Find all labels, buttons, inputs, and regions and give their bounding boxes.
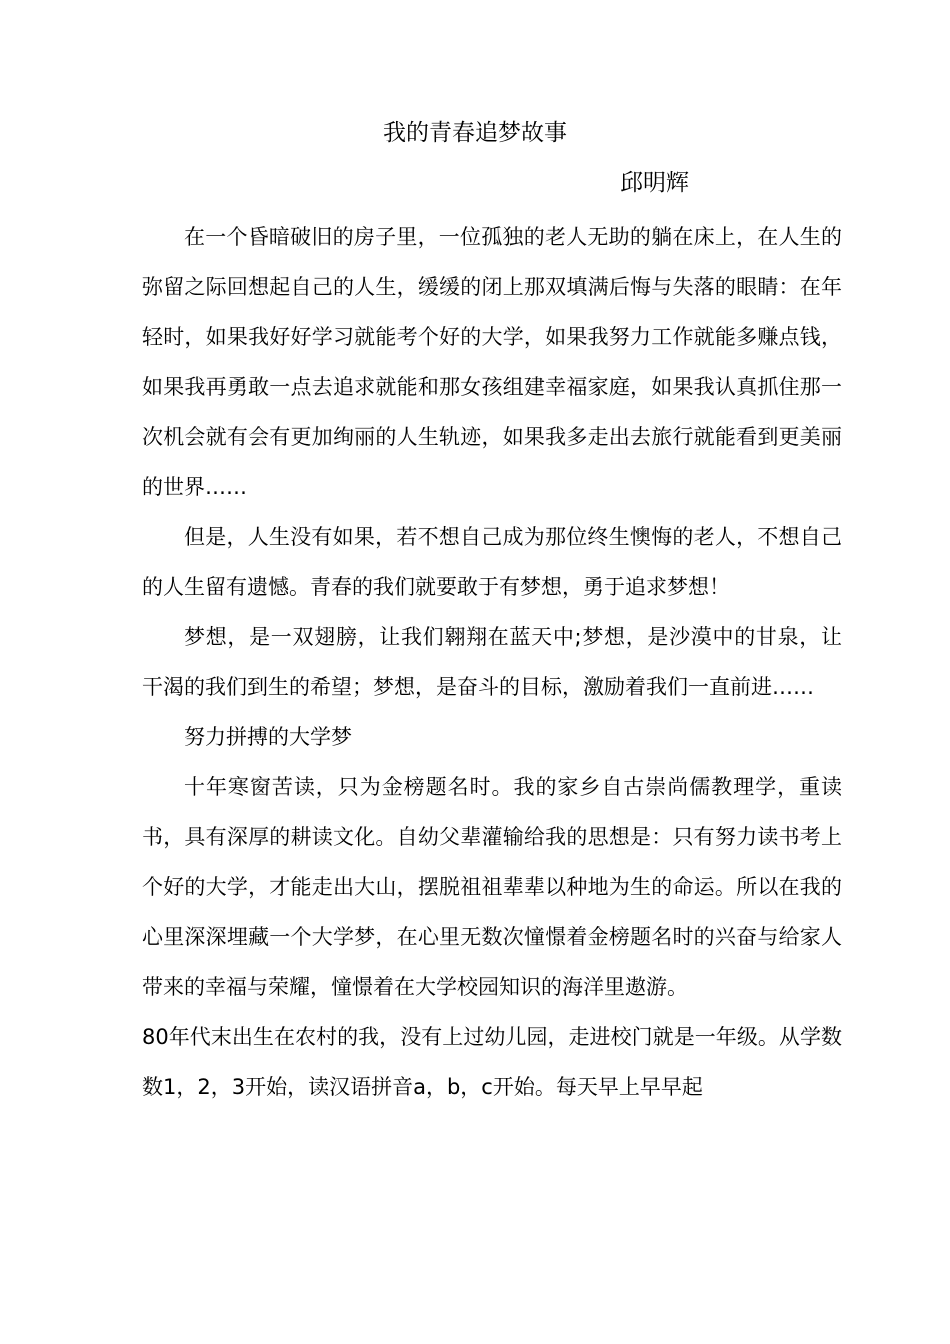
paragraph-old-man: 在一个昏暗破旧的房子里，一位孤独的老人无助的躺在床上，在人生的弥留之际回想起自己的人生，缓缓的闭上那双填满后悔与失落的眼睛：在年轻时，如果我好好学习就能考个好的大学，如果我努力工作就能多赚点钱，如果我再勇敢一点去追求就能和那女孩组建幸福家庭，如果我认真抓住那一次机会就有会有更加绚丽的人生轨迹，如果我多走出去旅行就能看到更美丽的世界…… [142, 225, 842, 499]
section-heading-university-dream: 努力拼搏的大学梦 [184, 725, 352, 749]
document-author: 邱明辉 [620, 170, 689, 196]
paragraph-ten-years-study: 十年寒窗苦读，只为金榜题名时。我的家乡自古崇尚儒教理学，重读书，具有深厚的耕读文化。自幼父辈灌输给我的思想是：只有努力读书考上个好的大学，才能走出大山，摆脱祖祖辈辈以种地为生的命运。所以在我的心里深深埋藏一个大学梦，在心里无数次憧憬着金榜题名时的兴奋与给家人带来的幸福与荣耀，憧憬着在大学校园知识的海洋里遨游。 [142, 775, 842, 999]
paragraph-born-80s: 80年代末出生在农村的我，没有上过幼儿园，走进校门就是一年级。从学数数1，2，3开始，读汉语拼音a，b，c开始。每天早上早早起 [142, 1025, 842, 1099]
document-body [142, 212, 842, 1112]
paragraph-dream-wings: 梦想，是一双翅膀，让我们翱翔在蓝天中;梦想，是沙漠中的甘泉，让干渴的我们到生的希望；梦想，是奋斗的目标，激励着我们一直前进…… [142, 625, 842, 699]
document-title: 我的青春追梦故事 [383, 120, 567, 146]
paragraph-no-if: 但是，人生没有如果，若不想自己成为那位终生懊悔的老人，不想自己的人生留有遗憾。青春的我们就要敢于有梦想，勇于追求梦想！ [142, 525, 842, 599]
